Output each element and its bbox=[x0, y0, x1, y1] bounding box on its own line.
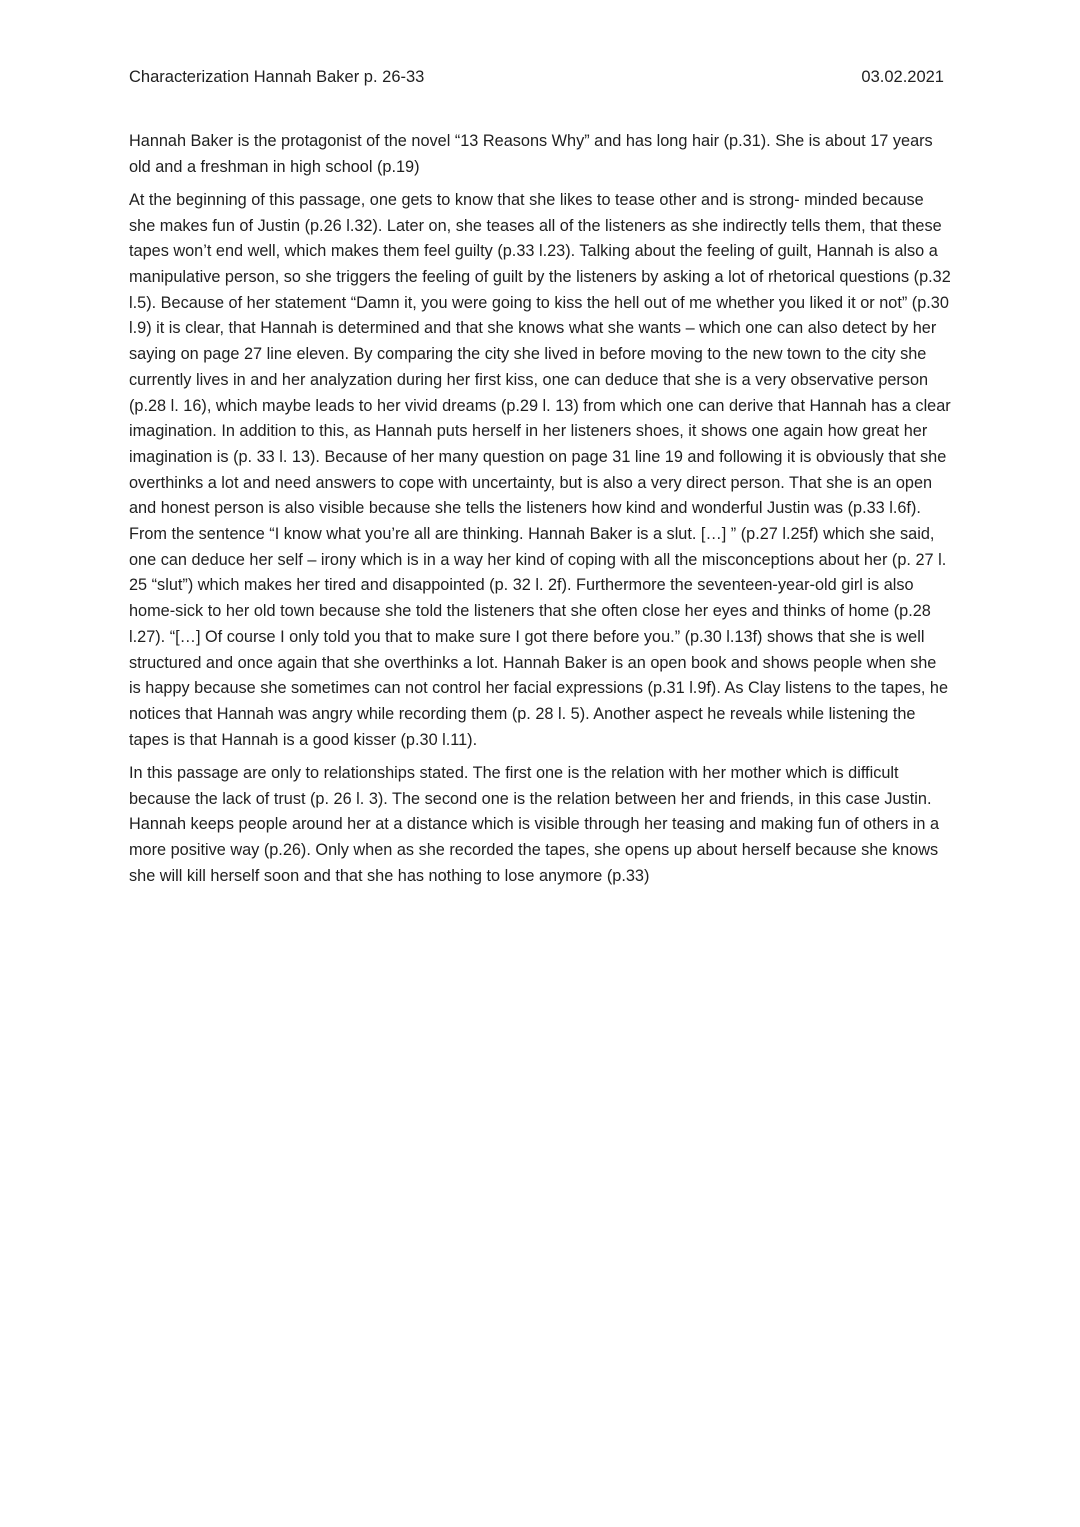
document-title: Characterization Hannah Baker p. 26-33 bbox=[129, 68, 425, 86]
paragraph-characterization: At the beginning of this passage, one gets to know that she likes to tease other and is strong- minded because she makes fun of Justin (p.26 l.32). Later on, she teases all of the listeners as she indirectly tells them, that these tapes won’t end well, which makes them feel guilty (p.33 l.23). Talking about the feeling of guilt, Hannah is also a manipulative person, so she triggers the feeling of guilt by the listeners by asking a lot of rhetorical questions (p.32 l.5). Because of her statement “Damn it, you were going to kiss the hell out of me whether you liked it or not” (p.30 l.9) it is clear, that Hannah is determined and that she knows what she wants – which one can also detect by her saying on page 27 line eleven. By comparing the city she lived in before moving to the new town to the city she currently lives in and her analyzation during her first kiss, one can deduce that she is a very observative person (p.28 l. 16), which maybe leads to her vivid dreams (p.29 l. 13) from which one can derive that Hannah has a clear imagination. In addition to this, as Hannah puts herself in her listeners shoes, it shows one again how great her imagination is (p. 33 l. 13). Because of her many question on page 31 line 19 and following it is obviously that she overthinks a lot and need answers to cope with uncertainty, but is also a very direct person. That she is an open and honest person is also visible because she tells the listeners how kind and wonderful Justin was (p.33 l.6f). From the sentence “I know what you’re all are thinking. Hannah Baker is a slut. […] ” (p.27 l.25f) which she said, one can deduce her self – irony which is in a way her kind of coping with all the misconceptions about her (p. 27 l. 25 “slut”) which makes her tired and disappointed (p. 32 l. 2f). Furthermore the seventeen-year-old girl is also home-sick to her old town because she told the listeners that she often close her eyes and thinks of home (p.28 l.27). “[…] Of course I only told you that to make sure I got there before you.” (p.30 l.13f) shows that she is well structured and once again that she overthinks a lot. Hannah Baker is an open book and shows people when she is happy because she sometimes can not control her facial expressions (p.31 l.9f). As Clay listens to the tapes, he notices that Hannah was angry while recording them (p. 28 l. 5). Another aspect he reveals while listening the tapes is that Hannah is a good kisser (p.30 l.11). bbox=[129, 190, 951, 749]
paragraph-relationships: In this passage are only to relationships stated. The first one is the relation with her mother which is difficult because the lack of trust (p. 26 l. 3). The second one is the relation between her and friends, in this case Justin. Hannah keeps people around her at a distance which is visible through her teasing and making fun of others in a more positive way (p.26). Only when as she recorded the tapes, she opens up about herself because she knows she will kill herself soon and that she has nothing to lose anymore (p.33) bbox=[129, 763, 940, 885]
document-body bbox=[129, 129, 951, 897]
paragraph-introduction: Hannah Baker is the protagonist of the novel “13 Reasons Why” and has long hair (p.31). She is about 17 years old and a freshman in high school (p.19) bbox=[129, 132, 933, 176]
page-header bbox=[129, 66, 944, 90]
document-date: 03.02.2021 bbox=[861, 68, 944, 86]
